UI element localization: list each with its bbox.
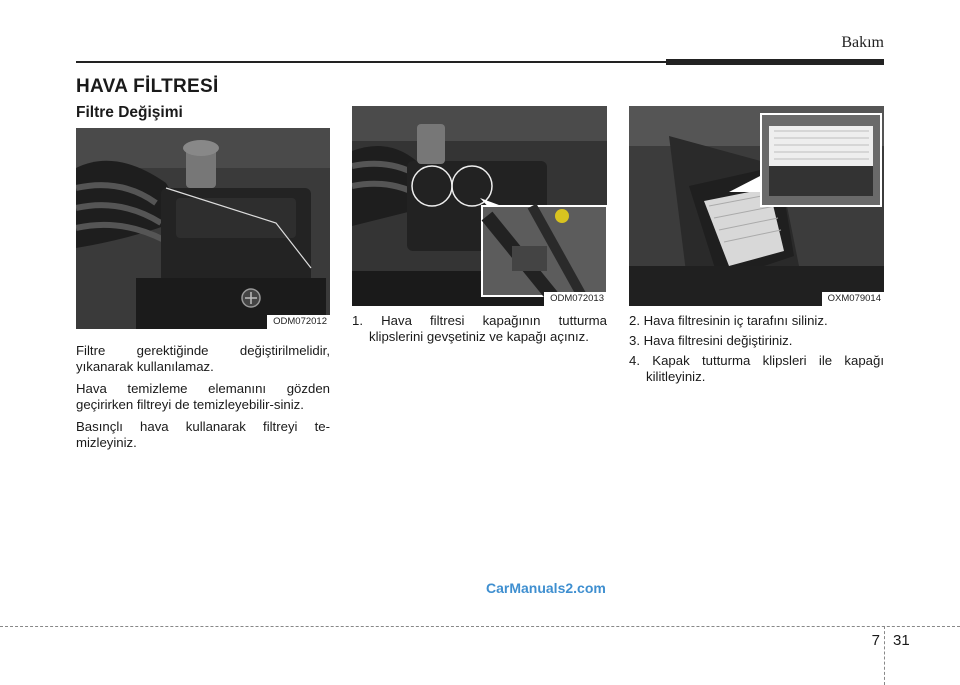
step-item: 2. Hava filtresinin iç tarafını siliniz.: [629, 313, 828, 328]
step-list: [629, 313, 884, 385]
header-rule-thin: [76, 61, 676, 63]
chapter-number: 7: [871, 632, 880, 649]
engine-air-filter-housing-photo-icon: [76, 128, 330, 329]
paragraph: Basınçlı hava kullanarak filtreyi te-mizleyiniz.: [76, 419, 330, 450]
figure-code-label: ODM072013: [544, 292, 607, 306]
air-filter-clip-photo-icon: [352, 106, 607, 306]
figure-engine-bay-1: [76, 128, 330, 329]
subsection-title: Filtre Değişimi: [76, 104, 183, 121]
header-rule-thick: [666, 59, 884, 65]
air-filter-element-photo-icon: [629, 106, 884, 306]
column-3-text: [629, 313, 884, 389]
running-header: Bakım: [841, 34, 884, 51]
step-list: [352, 313, 607, 345]
step-item: 3. Hava filtresini değiştiriniz.: [629, 333, 793, 348]
page-number: 31: [893, 632, 910, 649]
figure-code-label: OXM079014: [822, 292, 884, 306]
paragraph: Hava temizleme elemanını gözden geçirirken filtreyi de temizleyebilir-siniz.: [76, 381, 330, 412]
paragraph: Filtre gerektiğinde değiştirilmelidir, yıkanarak kullanılamaz.: [76, 343, 330, 374]
column-2-text: [352, 313, 607, 349]
column-1-text: [76, 343, 330, 457]
footer-rule: [0, 626, 960, 627]
step-item: 4. Kapak tutturma klipsleri ile kapağı kilitleyiniz.: [629, 353, 884, 384]
figure-engine-bay-3: [629, 106, 884, 306]
section-title: HAVA FİLTRESİ: [76, 76, 219, 97]
header-rule: [76, 59, 884, 66]
step-item: 1. Hava filtresi kapağının tutturma klipslerini gevşetiniz ve kapağı açınız.: [352, 313, 607, 344]
figure-code-label: ODM072012: [267, 315, 330, 329]
footer-divider: [884, 626, 885, 685]
figure-engine-bay-2: [352, 106, 607, 306]
watermark-link[interactable]: CarManuals2.com: [486, 580, 606, 596]
